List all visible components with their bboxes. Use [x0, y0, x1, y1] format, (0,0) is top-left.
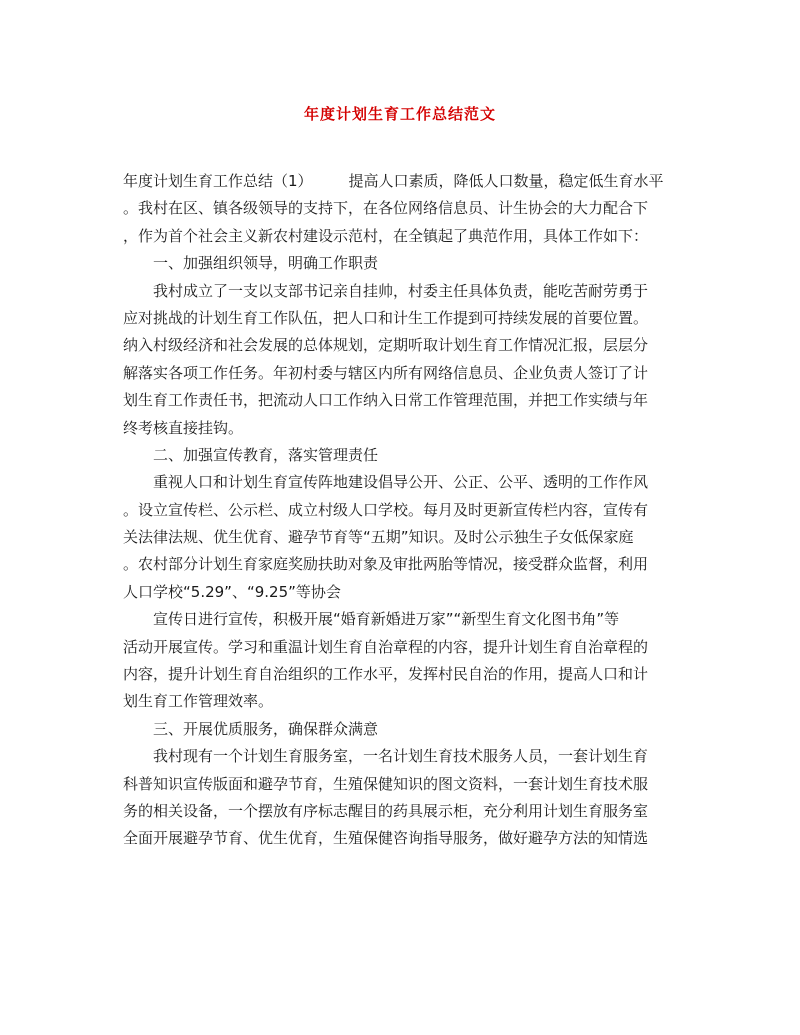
text-line: 内容，提升计划生育自治组织的工作水平，发挥村民自治的作用，提高人口和计: [123, 665, 649, 684]
text-line: 宣传日进行宣传，积极开展“婚育新婚进万家”“新型生育文化图书角”等: [153, 610, 620, 629]
text-line: 我村现有一个计划生育服务室，一名计划生育技术服务人员，一套计划生育: [153, 747, 649, 766]
text-line: 活动开展宣传。学习和重温计划生育自治章程的内容，提升计划生育自治章程的: [123, 637, 649, 656]
text-line: 划生育工作管理效率。: [123, 692, 274, 711]
text-line: 解落实各项工作任务。年初村委与辖区内所有网络信息员、企业负责人签订了计: [123, 363, 649, 382]
text-line: ，作为首个社会主义新农村建设示范村，在全镇起了典范作用，具体工作如下：: [123, 226, 649, 245]
text-line: 终考核直接挂钩。: [123, 418, 244, 437]
text-line: 重视人口和计划生育宣传阵地建设倡导公开、公正、公平、透明的工作作风: [153, 473, 649, 492]
text-line: 一、加强组织领导，明确工作职责: [153, 254, 379, 273]
text-segment: 年度计划生育工作总结（1）: [123, 172, 313, 190]
text-line: 三、开展优质服务，确保群众满意: [153, 719, 379, 738]
text-segment: 提高人口素质，降低人口数量，稳定低生育水平: [348, 172, 664, 190]
document-title: 年度计划生育工作总结范文: [303, 105, 496, 123]
text-line: 。农村部分计划生育家庭奖励扶助对象及审批两胎等情况，接受群众监督，利用: [123, 555, 649, 574]
text-line: 关法律法规、优生优育、避孕节育等“五期”知识。及时公示独生子女低保家庭: [123, 528, 634, 547]
text-line: [123, 168, 683, 195]
text-line: 应对挑战的计划生育工作队伍，把人口和计生工作提到可持续发展的首要位置。: [123, 308, 649, 327]
text-line: 务的相关设备，一个摆放有序标志醒目的药具展示柜，充分利用计划生育服务室: [123, 801, 649, 820]
text-line: 全面开展避孕节育、优生优育，生殖保健咨询指导服务，做好避孕方法的知情选: [123, 829, 649, 848]
text-line: 我村成立了一支以支部书记亲自挂帅，村委主任具体负责，能吃苦耐劳勇于: [153, 281, 649, 300]
text-line: 二、加强宣传教育，落实管理责任: [153, 445, 379, 464]
text-line: 。我村在区、镇各级领导的支持下，在各位网络信息员、计生协会的大力配合下: [123, 199, 649, 218]
text-line: 纳入村级经济和社会发展的总体规划，定期听取计划生育工作情况汇报，层层分: [123, 336, 649, 355]
document-body: [123, 168, 683, 853]
text-line: 科普知识宣传版面和避孕节育，生殖保健知识的图文资料，一套计划生育技术服: [123, 774, 649, 793]
text-line: 人口学校“5.29”、“9.25”等协会: [123, 582, 341, 601]
text-line: 。设立宣传栏、公示栏、成立村级人口学校。每月及时更新宣传栏内容，宣传有: [123, 500, 649, 519]
text-line: 划生育工作责任书，把流动人口工作纳入日常工作管理范围，并把工作实绩与年: [123, 391, 649, 410]
